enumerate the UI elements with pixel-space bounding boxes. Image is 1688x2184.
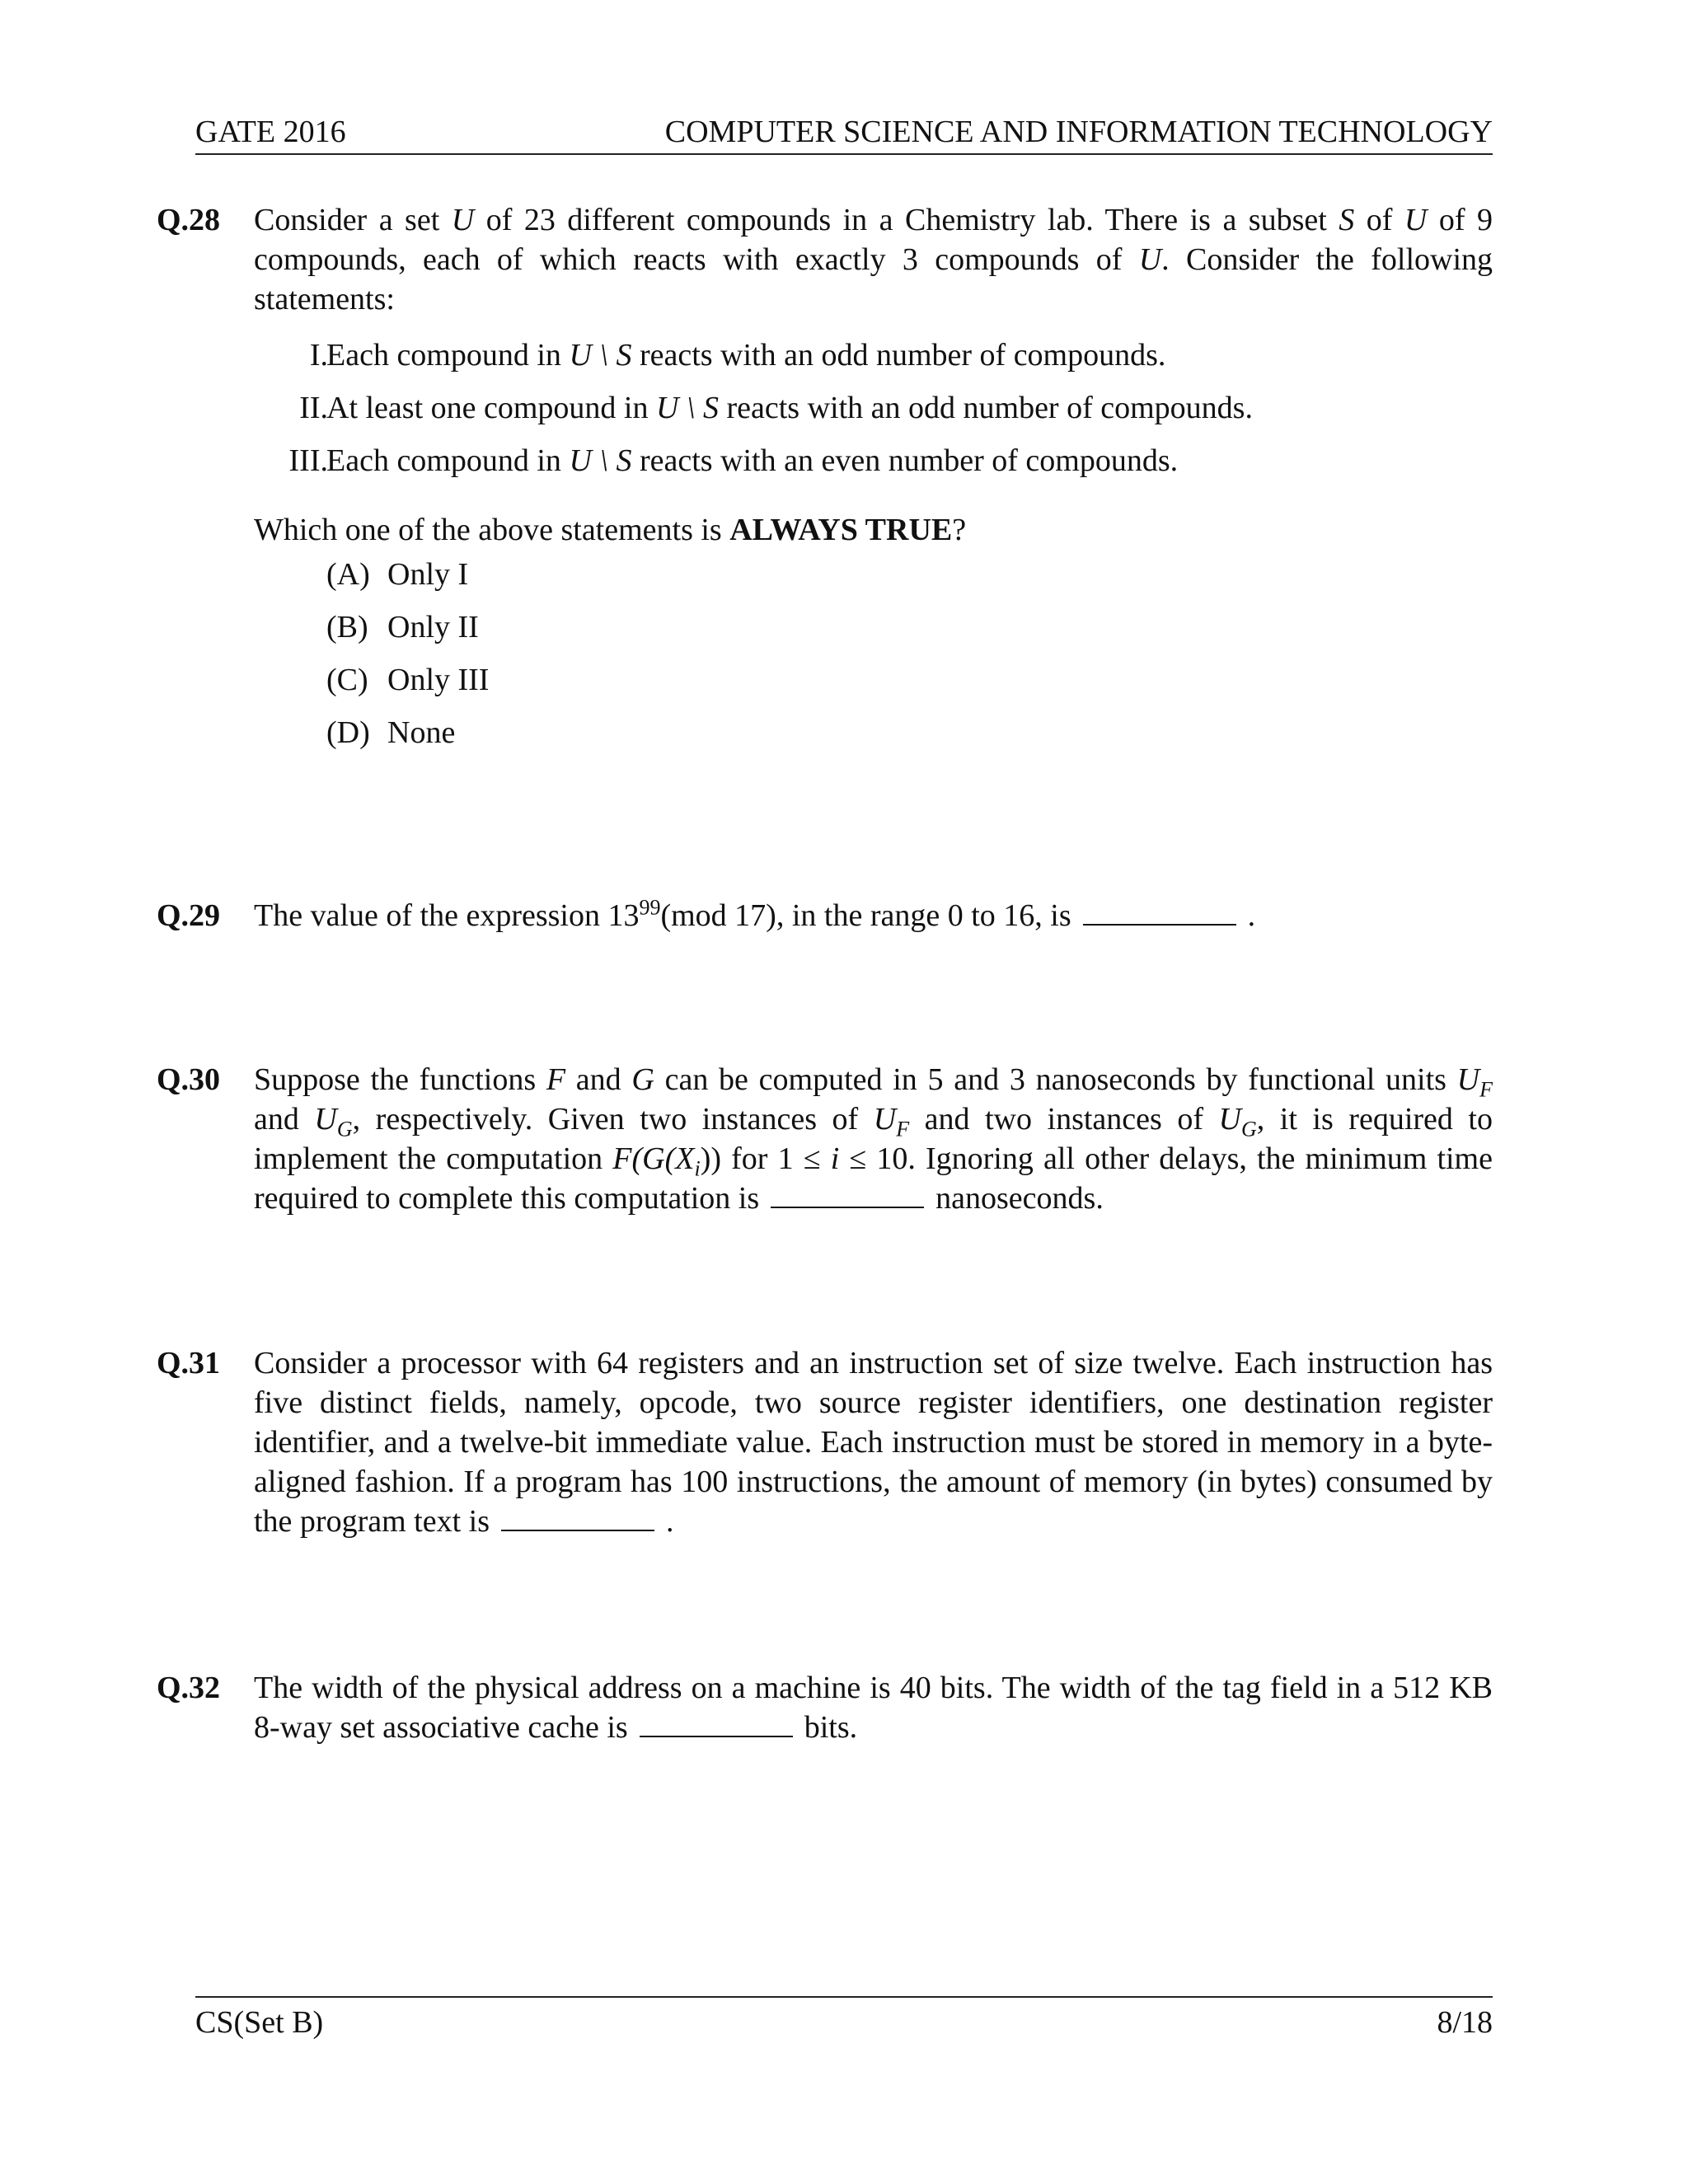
statement-numeral: III.	[288, 443, 328, 478]
statement-numeral: I.	[309, 338, 328, 373]
option-list	[326, 555, 1493, 766]
header-rule	[195, 153, 1493, 155]
footer-set-label: CS(Set B)	[195, 2005, 324, 2040]
header-subject-title: COMPUTER SCIENCE AND INFORMATION TECHNOLOGY	[664, 115, 1493, 149]
question-number: Q.31	[157, 1346, 221, 1380]
statement-item	[254, 388, 1493, 441]
question-31	[157, 1343, 1493, 1541]
option-d: (D) None	[326, 715, 456, 750]
question-29	[157, 896, 1493, 935]
statement-numeral: II.	[299, 391, 328, 425]
question-number: Q.29	[157, 898, 221, 933]
header-exam-title: GATE 2016	[195, 115, 346, 149]
statement-list	[254, 335, 1493, 494]
question-text: Consider a set U of 23 different compounds in a Chemistry lab. There is a subset S of U of 9 compounds, each of which reacts with exactly 3 compounds of U. Consider the following statements:	[254, 203, 1493, 316]
statement-item	[254, 335, 1493, 388]
question-32	[157, 1668, 1493, 1747]
question-number: Q.30	[157, 1062, 221, 1097]
statement-text: Each compound in U \ S reacts with an even number of compounds.	[326, 443, 1179, 478]
footer-rule	[195, 1996, 1493, 1998]
answer-blank	[640, 1709, 793, 1737]
question-body	[254, 200, 1493, 766]
question-28	[157, 200, 1493, 766]
question-number: Q.28	[157, 203, 221, 237]
statement-text: At least one compound in U \ S reacts with an odd number of compounds.	[326, 391, 1253, 425]
question-30	[157, 1060, 1493, 1218]
question-body: The width of the physical address on a machine is 40 bits. The width of the tag field in a 512 KB 8-way set associative cache is bits.	[254, 1671, 1493, 1745]
question-prompt: Which one of the above statements is ALWAYS TRUE?	[254, 513, 967, 547]
question-number: Q.32	[157, 1671, 221, 1705]
answer-blank	[771, 1180, 924, 1208]
option-b: (B) Only II	[326, 610, 479, 644]
answer-blank	[501, 1503, 654, 1531]
option-c: (C) Only III	[326, 663, 490, 697]
option-a: (A) Only I	[326, 557, 469, 592]
question-body: Consider a processor with 64 registers and an instruction set of size twelve. Each instruction has five distinct fields, namely, opcode, two source register identifiers, one destination register identifier, and a twelve-bit immediate value. Each instruction must be stored in memory in a byte-aligned fashion. If a program has 100 instructions, the amount of memory (in bytes) consumed by the program text is .	[254, 1346, 1493, 1539]
question-body: The value of the expression $13^{99}(mod$ 17), in the range 0 to 16, is .	[254, 895, 1256, 933]
page-number: 8/18	[1437, 2005, 1493, 2040]
answer-blank	[1083, 898, 1236, 926]
question-body: Suppose the functions F and G can be computed in 5 and 3 nanoseconds by functional units $U_F$ and $U_G$, respectively. Given two instances of $U_F$ and two instances of $U_G$, it is required to implement the computation $F(G(X_i))$ for 1 ≤ i ≤ 10. Ignoring all other delays, the minimum time required to complete this computation is nanoseconds.	[254, 1062, 1493, 1216]
statement-text: Each compound in U \ S reacts with an odd number of compounds.	[326, 338, 1166, 373]
statement-item	[254, 441, 1493, 494]
